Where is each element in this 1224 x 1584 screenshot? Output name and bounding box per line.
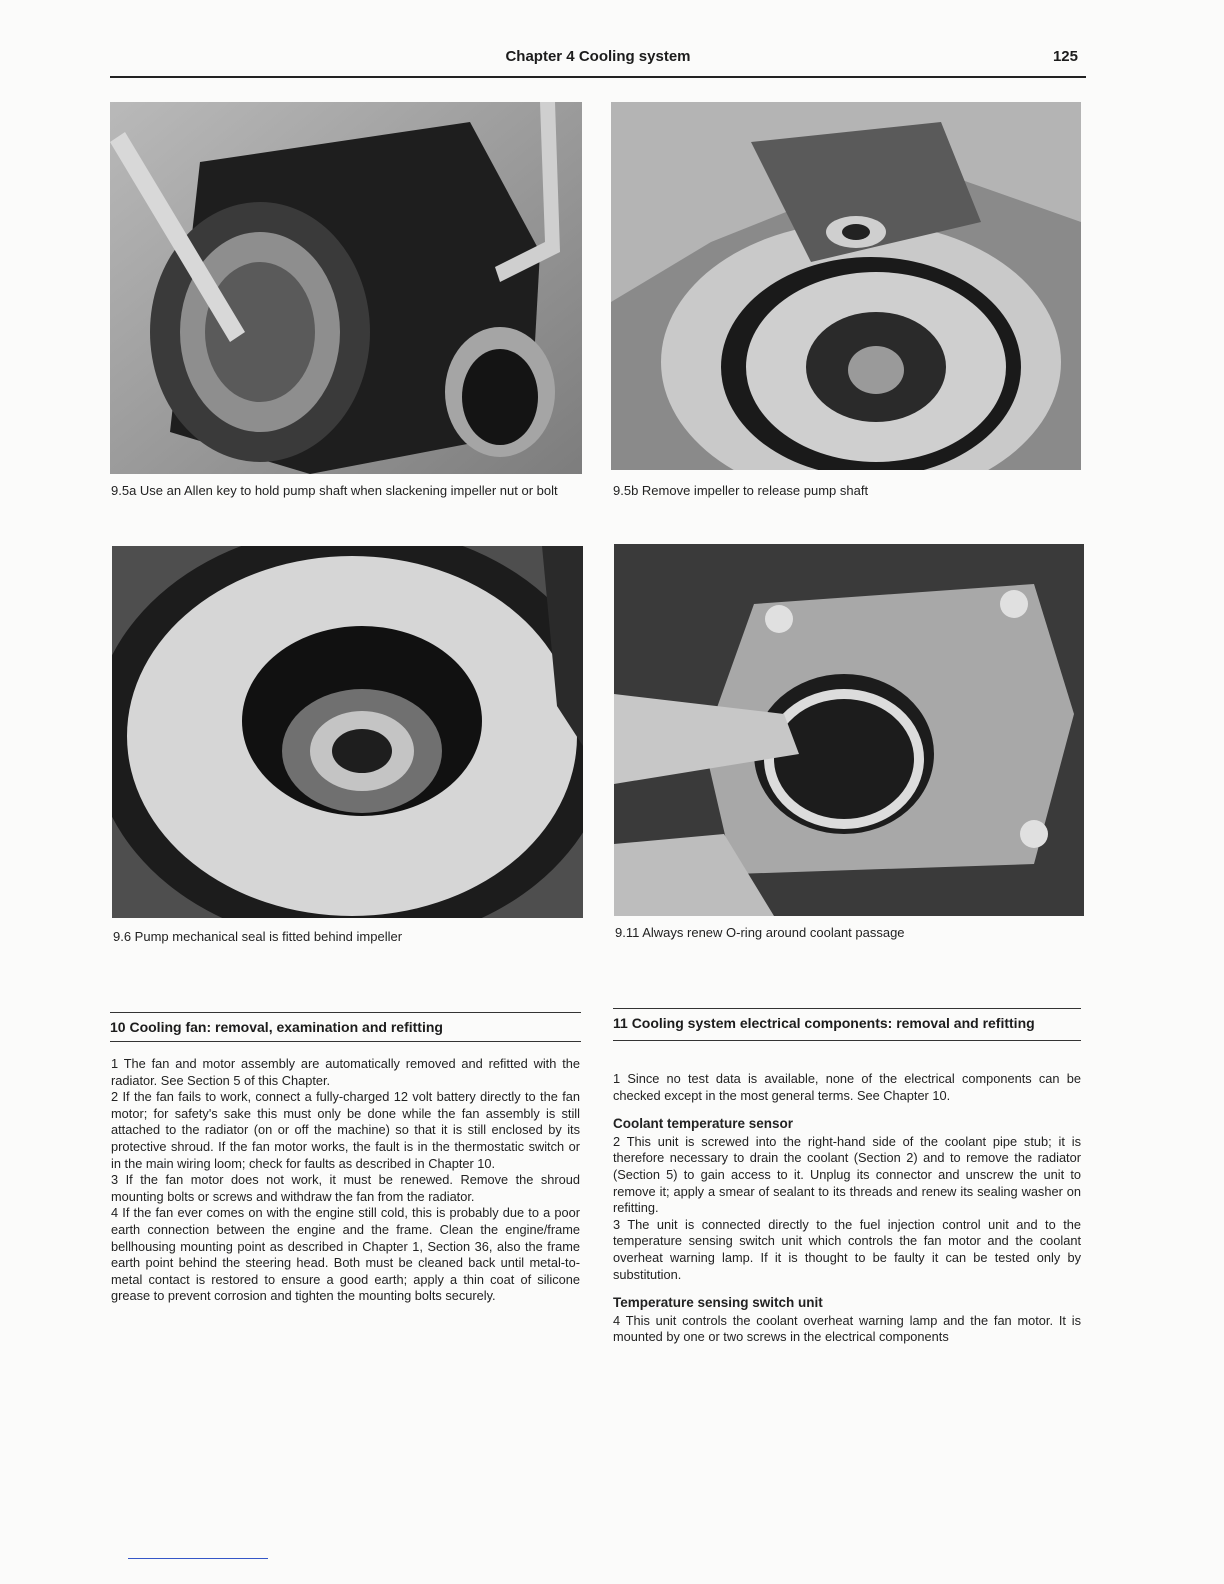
footer-rule <box>128 1558 268 1559</box>
paragraph: 4 This unit controls the coolant overheat warning lamp and the fan motor. It is mounted by one or two screws in the electrical components <box>613 1312 1081 1345</box>
paragraph: 1 Since no test data is available, none of the electrical components can be checked except in the most general terms. See Chapter 10. <box>613 1071 1081 1103</box>
photo-9-5b <box>611 102 1081 470</box>
paragraph: 3 The unit is connected directly to the fuel injection control unit and to the temperature sensing switch unit which controls the fan motor and the coolant overheat warning lamp. If it is thought to be faulty it can be tested only by substitution. <box>613 1216 1081 1282</box>
paragraph: 2 This unit is screwed into the right-hand side of the coolant pipe stub; it is therefore necessary to drain the coolant (Section 2) and to remove the radiator (Section 5) to gain access to it. Unplug its connector and unscrew the unit to remove it; apply a smear of sealant to its threads and renew its sealing washer on refitting. <box>613 1133 1081 1216</box>
photo-9-5a <box>110 102 582 474</box>
paragraph: 1 The fan and motor assembly are automatically removed and refitted with the radiator. See Section 5 of this Chapter. <box>111 1056 580 1088</box>
paragraph: 3 If the fan motor does not work, it must be renewed. Remove the shroud mounting bolts or screws and withdraw the fan from the radiator. <box>111 1172 580 1204</box>
photo-9-11 <box>614 544 1084 916</box>
paragraph: 2 If the fan fails to work, connect a fully-charged 12 volt battery directly to the fan motor; for safety's sake this must only be done while the fan assembly is still attached to the radiator (on or off the machine) so that it is still enclosed by its protective shroud. If the fan motor works, the fault is in the thermostatic switch or in the main wiring loom; check for faults as described in Chapter 10. <box>111 1089 580 1171</box>
section-11-body <box>613 1071 1081 1346</box>
section-11-heading: 11 Cooling system electrical components: removal and refitting <box>613 1008 1081 1041</box>
page-number: 125 <box>1052 48 1078 65</box>
subheading-temperature-sensing-switch-unit: Temperature sensing switch unit <box>613 1295 823 1311</box>
caption-9-5a: 9.5a Use an Allen key to hold pump shaft when slackening impeller nut or bolt <box>111 483 558 498</box>
paragraph: 4 If the fan ever comes on with the engine still cold, this is probably due to a poor earth connection between the engine and the frame. Clean the engine/frame bellhousing mounting point as described in Chapter 1, Section 36, also the frame earth point behind the steering head. Both must be cleaned back until metal-to-metal contact is restored to ensure a good earth; apply a thin coat of silicone grease to prevent corrosion and tighten the mounting bolts securely. <box>111 1205 580 1304</box>
page-header <box>110 46 1086 78</box>
section-10-body <box>111 1056 580 1305</box>
section-10-heading: 10 Cooling fan: removal, examination and refitting <box>110 1012 581 1042</box>
photo-9-6 <box>112 546 583 918</box>
subheading-coolant-temperature-sensor: Coolant temperature sensor <box>613 1116 794 1132</box>
caption-9-5b: 9.5b Remove impeller to release pump shaft <box>613 483 869 498</box>
chapter-title: Chapter 4 Cooling system <box>505 48 691 65</box>
caption-9-6: 9.6 Pump mechanical seal is fitted behind impeller <box>113 929 403 944</box>
caption-9-11: 9.11 Always renew O-ring around coolant passage <box>615 925 905 940</box>
